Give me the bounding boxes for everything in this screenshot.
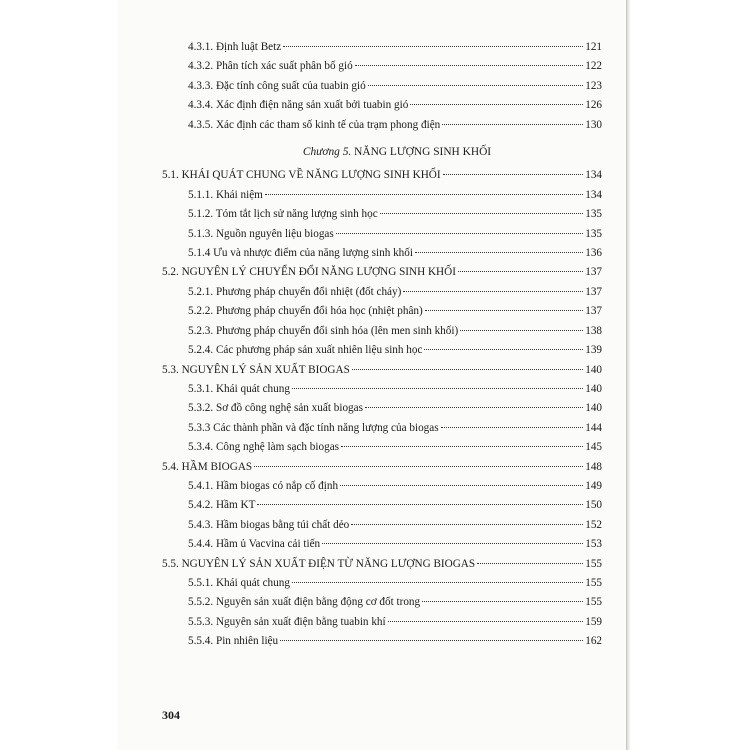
- toc-entry-page: 137: [585, 305, 602, 318]
- dot-leader: [340, 485, 583, 486]
- toc-entry-label: 5.4.2. Hầm KT: [188, 499, 256, 512]
- dot-leader: [292, 582, 583, 583]
- dot-leader: [351, 524, 583, 525]
- toc-subsection-row: [162, 496, 602, 515]
- dot-leader: [355, 65, 584, 66]
- toc-entry-label: 4.3.1. Định luật Betz: [188, 41, 282, 53]
- dot-leader: [368, 85, 584, 86]
- toc-subsection-row: [162, 38, 602, 57]
- toc-subsection-row: [162, 613, 602, 632]
- toc-entry-page: 135: [585, 208, 602, 221]
- toc-entry-page: 150: [585, 499, 602, 512]
- toc-entry-label: 4.3.2. Phân tích xác suất phân bố gió: [188, 60, 353, 73]
- dot-leader: [477, 563, 583, 564]
- toc-entry-label: 5.3.3 Các thành phần và đặc tính năng lượng của biogas: [188, 421, 439, 434]
- toc-entry-label: 5.4. HẦM BIOGAS: [162, 460, 253, 473]
- dot-leader: [352, 369, 583, 370]
- toc-subsection-row: [162, 632, 602, 651]
- toc-entry-label: 4.3.3. Đặc tính công suất của tuabin gió: [188, 79, 366, 92]
- toc-subsection-row: [162, 302, 602, 321]
- toc-entry-label: 5.1.2. Tóm tắt lịch sử năng lượng sinh học: [188, 208, 378, 221]
- toc-entry-page: 162: [585, 635, 602, 648]
- toc-entry-page: 135: [585, 227, 602, 240]
- toc-subsection-row: [162, 283, 602, 302]
- toc-entry-page: 145: [585, 441, 602, 454]
- dot-leader: [292, 388, 583, 389]
- toc-entry-label: 5.3. NGUYÊN LÝ SẢN XUẤT BIOGAS: [162, 363, 350, 376]
- dot-leader: [283, 46, 583, 47]
- page-number: 304: [162, 708, 180, 722]
- toc-entry-label: 5.5.1. Khái quát chung: [188, 576, 290, 589]
- chapter-heading: [162, 143, 602, 162]
- toc-subsection-row: [162, 244, 602, 263]
- toc-entry-page: 152: [585, 518, 602, 531]
- toc-subsection-row: [162, 322, 602, 341]
- toc-entry-label: 5.3.4. Công nghệ làm sạch biogas: [188, 441, 340, 454]
- toc-entry-label: 5.4.4. Hầm ủ Vacvina cải tiến: [188, 538, 321, 551]
- toc-entry-label: 5.1.3. Nguồn nguyên liệu biogas: [188, 227, 334, 240]
- dot-leader: [280, 640, 583, 641]
- toc-subsection-row: [162, 205, 602, 224]
- table-of-contents: [162, 38, 602, 652]
- toc-entry-page: 134: [585, 188, 602, 201]
- dot-leader: [442, 124, 583, 125]
- dot-leader: [410, 104, 583, 105]
- toc-entry-page: 140: [585, 363, 602, 376]
- toc-entry-page: 130: [585, 118, 602, 131]
- toc-subsection-row: [162, 341, 602, 360]
- toc-entry-page: 144: [585, 421, 602, 434]
- toc-subsection-row: [162, 186, 602, 205]
- toc-entry-page: 123: [585, 79, 602, 92]
- toc-entry-page: 155: [585, 576, 602, 589]
- toc-entry-label: 5.2. NGUYÊN LÝ CHUYỂN ĐỔI NĂNG LƯỢNG SINH KHỐI: [162, 266, 456, 279]
- toc-entry-label: 5.5.2. Nguyên sản xuất điện bằng động cơ đốt trong: [188, 596, 421, 609]
- toc-subsection-row: [162, 477, 602, 496]
- toc-subsection-row: [162, 419, 602, 438]
- dot-leader: [415, 252, 583, 253]
- toc-subsection-row: [162, 57, 602, 76]
- dot-leader: [254, 466, 583, 467]
- toc-subsection-row: [162, 593, 602, 612]
- toc-subsection-row: [162, 399, 602, 418]
- toc-subsection-row: [162, 77, 602, 96]
- dot-leader: [441, 427, 584, 428]
- dot-leader: [322, 543, 583, 544]
- toc-entry-page: 148: [585, 460, 602, 473]
- toc-entry-page: 134: [585, 169, 602, 182]
- toc-entry-label: 5.5.3. Nguyên sản xuất điện bằng tuabin khí: [188, 615, 386, 628]
- toc-entry-label: 5.3.2. Sơ đồ công nghệ sản xuất biogas: [188, 402, 363, 415]
- toc-entry-page: 159: [585, 615, 602, 628]
- toc-entry-label: 5.4.3. Hầm biogas bằng túi chất dẻo: [188, 518, 350, 531]
- toc-entry-label: 5.5. NGUYÊN LÝ SẢN XUẤT ĐIỆN TỪ NĂNG LƯỢNG BIOGAS: [162, 557, 476, 570]
- toc-top-entries: [162, 38, 602, 135]
- toc-entry-label: 5.4.1. Hầm biogas có nắp cố định: [188, 479, 339, 492]
- toc-entry-page: 155: [585, 557, 602, 570]
- toc-chapter-entries: [162, 166, 602, 651]
- dot-leader: [336, 233, 583, 234]
- toc-entry-page: 121: [585, 41, 602, 53]
- toc-entry-page: 138: [585, 324, 602, 337]
- toc-section-row: [162, 166, 602, 185]
- dot-leader: [458, 271, 583, 272]
- toc-entry-label: 5.2.3. Phương pháp chuyển đổi sinh hóa (lên men sinh khối): [188, 324, 459, 337]
- dot-leader: [424, 349, 583, 350]
- toc-entry-label: 5.1.1. Khái niệm: [188, 188, 263, 201]
- toc-subsection-row: [162, 574, 602, 593]
- dot-leader: [365, 407, 583, 408]
- toc-entry-label: 4.3.4. Xác định điện năng sản xuất bởi tuabin gió: [188, 99, 409, 112]
- toc-section-row: [162, 458, 602, 477]
- toc-entry-label: 4.3.5. Xác định các tham số kinh tế của trạm phong điện: [188, 118, 441, 131]
- page-edge: [626, 0, 630, 750]
- toc-section-row: [162, 263, 602, 282]
- toc-entry-label: 5.2.1. Phương pháp chuyển đổi nhiệt (đốt cháy): [188, 285, 402, 298]
- dot-leader: [257, 504, 583, 505]
- toc-entry-page: 137: [585, 266, 602, 279]
- toc-entry-page: 137: [585, 285, 602, 298]
- toc-entry-label: 5.3.1. Khái quát chung: [188, 382, 290, 395]
- toc-subsection-row: [162, 96, 602, 115]
- toc-subsection-row: [162, 380, 602, 399]
- dot-leader: [380, 213, 584, 214]
- dot-leader: [425, 310, 583, 311]
- dot-leader: [422, 601, 583, 602]
- toc-subsection-row: [162, 116, 602, 135]
- toc-entry-page: 153: [585, 538, 602, 551]
- toc-entry-label: 5.2.4. Các phương pháp sản xuất nhiên liệu sinh học: [188, 344, 423, 357]
- toc-entry-page: 140: [585, 402, 602, 415]
- toc-entry-page: 149: [585, 479, 602, 492]
- toc-entry-page: 136: [585, 247, 602, 260]
- toc-subsection-row: [162, 516, 602, 535]
- toc-entry-page: 155: [585, 596, 602, 609]
- dot-leader: [443, 174, 584, 175]
- toc-entry-label: 5.1.4 Ưu và nhược điểm của năng lượng sinh khối: [188, 247, 413, 260]
- dot-leader: [265, 194, 583, 195]
- chapter-prefix: Chương 5.: [302, 146, 352, 159]
- toc-subsection-row: [162, 225, 602, 244]
- toc-entry-page: 139: [585, 344, 602, 357]
- toc-subsection-row: [162, 438, 602, 457]
- toc-entry-page: 140: [585, 382, 602, 395]
- toc-entry-page: 122: [585, 60, 602, 73]
- dot-leader: [388, 621, 584, 622]
- toc-entry-label: 5.5.4. Pin nhiên liệu: [188, 635, 279, 648]
- toc-section-row: [162, 555, 602, 574]
- toc-section-row: [162, 361, 602, 380]
- toc-entry-page: 126: [585, 99, 602, 112]
- dot-leader: [341, 446, 583, 447]
- dot-leader: [403, 291, 583, 292]
- dot-leader: [460, 330, 583, 331]
- toc-entry-label: 5.1. KHÁI QUÁT CHUNG VỀ NĂNG LƯỢNG SINH KHỐI: [162, 169, 441, 182]
- toc-entry-label: 5.2.2. Phương pháp chuyển đổi hóa học (nhiệt phân): [188, 305, 423, 318]
- toc-subsection-row: [162, 535, 602, 554]
- chapter-title: NĂNG LƯỢNG SINH KHỐI: [354, 146, 492, 159]
